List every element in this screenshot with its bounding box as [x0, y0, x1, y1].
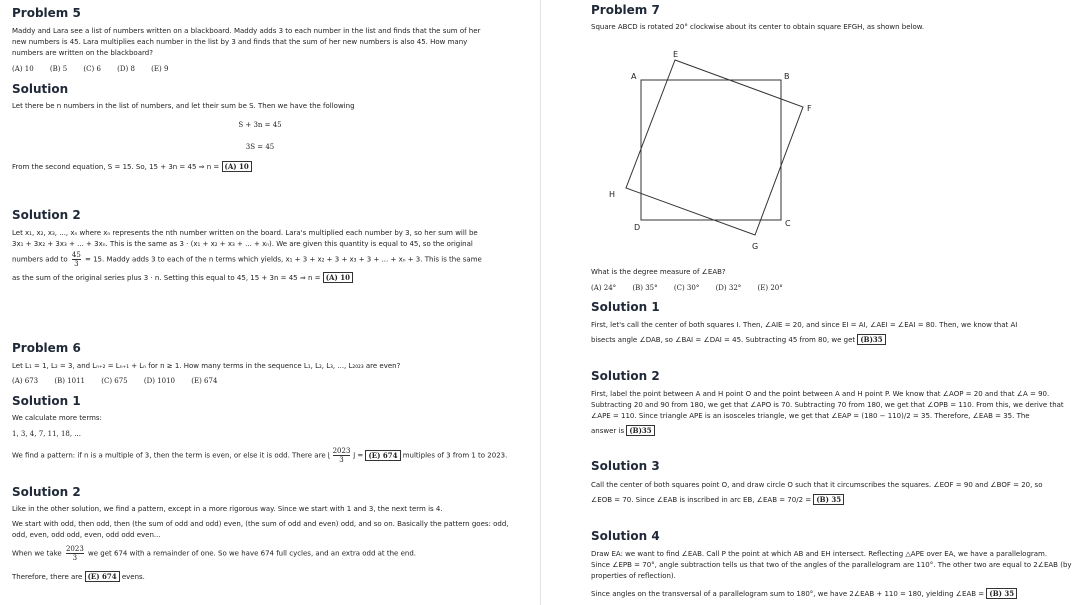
p7s1-line-2-text: bisects angle ∠DAB, so ∠BAI = ∠DAI = 45. Subtracting 45 from 80, we get	[591, 336, 856, 344]
answer-box: (B) 35	[986, 588, 1017, 599]
p5s2-line-4	[12, 272, 522, 284]
answer-box: (B)35	[626, 425, 654, 436]
choice-c: (C) 30°	[673, 284, 700, 292]
p5s2-line-2: 3x₁ + 3x₂ + 3x₃ + ... + 3xₙ. This is the same as 3 · (x₁ + x₂ + x₃ + ... + xₙ). We are given this quantity is equal to 45, so the original	[12, 240, 473, 248]
problem-5-title: Problem 5	[12, 6, 81, 20]
p7s3-line-1: Call the center of both squares point O, and draw circle O such that it circumscribes the squares. ∠EOF = 90 and ∠BOF = 20, so	[591, 481, 1043, 489]
p6-solution-2-title: Solution 2	[12, 485, 81, 499]
label-c: C	[785, 219, 791, 228]
answer-box: (E) 674	[365, 450, 400, 461]
p7-solution-3-title: Solution 3	[591, 459, 660, 473]
fraction	[72, 251, 81, 268]
choice-a: (A) 673	[12, 377, 39, 385]
answer-box: (A) 10	[222, 161, 252, 172]
choice-c: (C) 675	[101, 377, 128, 385]
square-abcd	[641, 80, 781, 220]
rotated-squares-figure	[601, 48, 831, 258]
p6s2-line-4a: Therefore, there are	[12, 573, 83, 581]
choice-d: (D) 1010	[143, 377, 175, 385]
p7-solution-2-title: Solution 2	[591, 369, 660, 383]
choice-c: (C) 6	[83, 65, 101, 73]
choice-b: (B) 5	[49, 65, 68, 73]
p7-solution-4-title: Solution 4	[591, 529, 660, 543]
problem-5-choices	[12, 64, 182, 75]
answer-box: (E) 674	[85, 571, 120, 582]
choice-a: (A) 10	[12, 65, 34, 73]
label-f: F	[807, 104, 812, 113]
p7s3-line-2	[591, 494, 1076, 506]
p6-solution-1-title: Solution 1	[12, 394, 81, 408]
p6s2-line-2: We start with odd, then odd, then (the sum of odd and odd) even, (the sum of odd and even) odd, and so on. Basically the pattern goes: odd, odd, even, odd odd, even, odd odd even...	[12, 520, 509, 539]
p5-solution-text: From the second equation, S = 15. So, 15 + 3n = 45 ⇒ n =	[12, 163, 220, 171]
choice-e: (E) 9	[151, 65, 169, 73]
p5s2-line-3a: numbers add to	[12, 255, 68, 264]
right-page	[540, 0, 1080, 605]
p7s2-line-3: ∠APE = 110. Since triangle APE is an isosceles triangle, we get that ∠EAP = (180 − 110)/2 = 35. Therefore, ∠EAB = 35. The	[591, 412, 1030, 420]
problem-7-choices	[591, 283, 797, 294]
choice-d: (D) 32°	[715, 284, 742, 292]
choice-e: (E) 674	[191, 377, 218, 385]
p6s2-line-3b: we get 674 with a remainder of one. So we have 674 full cycles, and an extra odd at the end.	[88, 549, 416, 558]
p6s1-line-3c: multiples of 3 from 1 to 2023.	[402, 451, 508, 460]
p7s4-line-3	[591, 588, 1076, 600]
p6s1-line-3b: ⌋ =	[352, 451, 364, 460]
fraction	[333, 447, 351, 464]
problem-6-choices	[12, 376, 231, 387]
p6s1-sequence: 1, 3, 4, 7, 11, 18, ...	[12, 430, 82, 438]
fraction-num: 2023	[332, 447, 351, 455]
p7s2-line-1: First, label the point between A and H point O and the point between A and H point P. We know that ∠AOP = 20 and that ∠A = 90.	[591, 390, 1050, 398]
p6s2-line-1: Like in the other solution, we find a pattern, except in a more rigorous way. Since we start with 1 and 3, the next term is 4.	[12, 505, 443, 513]
label-a: A	[631, 72, 637, 81]
p6s1-line-3	[12, 447, 532, 464]
label-b: B	[784, 72, 790, 81]
p6s1-line-1: We calculate more terms:	[12, 414, 102, 422]
answer-box: (B)35	[857, 334, 885, 345]
p7s2-line-4-text: answer is	[591, 427, 625, 435]
p7s2-line-4	[591, 425, 1076, 437]
answer-box: (A) 10	[323, 272, 353, 283]
fraction-den: 3	[72, 554, 78, 562]
p5-solution-intro: Let there be n numbers in the list of numbers, and let their sum be S. Then we have the following	[12, 102, 355, 110]
p6s2-line-4	[12, 571, 522, 583]
fraction-den: 3	[74, 260, 79, 268]
problem-6-title: Problem 6	[12, 341, 81, 355]
fraction-num: 45	[71, 251, 81, 259]
fraction-den: 3	[339, 456, 344, 464]
choice-b: (B) 35°	[632, 284, 658, 292]
choice-d: (D) 8	[117, 65, 135, 73]
label-d: D	[634, 223, 641, 232]
p5-eq-1: S + 3n = 45	[238, 121, 282, 129]
p7s4-line-2: Since ∠EPB = 70°, angle subtraction tells us that two of the angles of the parallelogram are 110°. The other two are equal to 2∠EAB (by properties of reflection).	[591, 561, 1072, 580]
problem-7-title: Problem 7	[591, 3, 660, 17]
p5-solution-2-title: Solution 2	[12, 208, 81, 222]
choice-b: (B) 1011	[54, 377, 85, 385]
fraction	[66, 545, 84, 562]
p7-solution-1-title: Solution 1	[591, 300, 660, 314]
choice-e: (E) 20°	[757, 284, 783, 292]
p5s2-line-3	[12, 251, 532, 268]
label-g: G	[752, 242, 759, 251]
p5-solution-line	[12, 161, 512, 173]
fraction-num: 2023	[65, 545, 84, 553]
p5s2-line-1: Let x₁, x₂, x₃, ..., xₙ where xₙ represents the nth number written on the board. Lara's multiplied each number by 3, so her sum will be	[12, 229, 478, 237]
problem-7-question: What is the degree measure of ∠EAB?	[591, 268, 726, 276]
label-e: E	[673, 50, 679, 59]
p7s2-line-2: Subtracting 20 and 90 from 180, we get that ∠APO is 70. Subtracting 70 from 180, we get that ∠OPB = 110. From this, we derive that	[591, 401, 1064, 409]
p7s3-line-2-text: ∠EOB = 70. Since ∠EAB is inscribed in arc EB, ∠EAB = 70/2 =	[591, 496, 812, 504]
p7s4-line-1: Draw EA: we want to find ∠EAB. Call P the point at which AB and EH intersect. Reflecting △APE over EA, we have a parallelogram.	[591, 550, 1048, 558]
p7s4-line-3-text: Since angles on the transversal of a parallelogram sum to 180°, we have 2∠EAB + 110 = 180, yielding ∠EAB =	[591, 590, 985, 598]
p5s2-line-3b: = 15. Maddy adds 3 to each of the n terms which yields, x₁ + 3 + x₂ + 3 + x₃ + 3 + ... + xₙ + 3. This is the same	[85, 255, 482, 264]
p6s2-line-3	[12, 545, 522, 562]
p5-solution-title: Solution	[12, 82, 69, 96]
choice-a: (A) 24°	[591, 284, 617, 292]
p7s1-line-1: First, let's call the center of both squares I. Then, ∠AIE = 20, and since EI = AI, ∠AEI = ∠EAI = 80. Then, we know that AI	[591, 321, 1018, 329]
p5s2-line-4-text: as the sum of the original series plus 3 · n. Setting this equal to 45, 15 + 3n = 45 ⇒ n =	[12, 274, 321, 282]
problem-6-text: Let L₁ = 1, L₂ = 3, and Lₙ₊₂ = Lₙ₊₁ + Lₙ for n ≥ 1. How many terms in the sequence L₁, L₂, L₃, ..., L₂₀₂₃ are even?	[12, 362, 401, 370]
square-efgh	[626, 60, 803, 235]
p6s1-line-3a: We find a pattern: if n is a multiple of 3, then the term is even, or else it is odd. There are ⌊	[12, 451, 331, 460]
p6s2-line-4b: evens.	[121, 573, 145, 581]
answer-box: (B) 35	[813, 494, 844, 505]
p7s1-line-2	[591, 334, 1076, 346]
label-h: H	[609, 190, 616, 199]
p6s2-line-3a: When we take	[12, 549, 62, 558]
problem-5-text: Maddy and Lara see a list of numbers written on a blackboard. Maddy adds 3 to each number in the list and finds that the sum of her new numbers is 45. Lara multiplies each number in the list by 3 and finds that the sum of her new numbers is also 45. How many numbers are written on the blackboard?	[12, 27, 481, 57]
problem-7-text: Square ABCD is rotated 20° clockwise about its center to obtain square EFGH, as shown below.	[591, 23, 925, 31]
p5-eq-2: 3S = 45	[245, 143, 275, 151]
